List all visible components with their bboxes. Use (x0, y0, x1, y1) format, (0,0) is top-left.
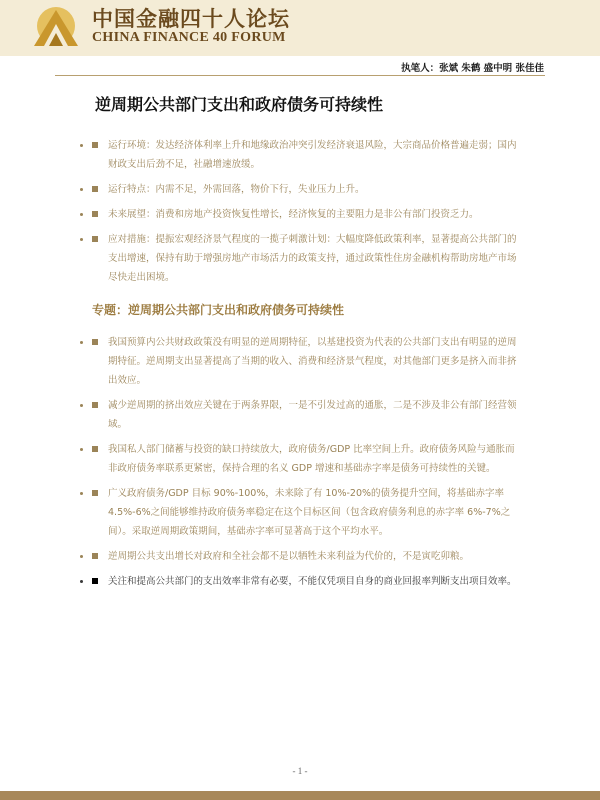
list-item (92, 440, 517, 478)
list-item-text: 关注和提高公共部门的支出效率非常有必要，不能仅凭项目自身的商业回报率判断支出项目效率。 (108, 576, 517, 587)
special-topic-list (92, 333, 517, 597)
bullet-square-icon (92, 490, 98, 496)
bullet-square-icon (92, 339, 98, 345)
list-item-text: 逆周期公共支出增长对政府和全社会都不是以牺牲未来利益为代价的，不是寅吃卯粮。 (108, 551, 470, 562)
list-item-text: 我国预算内公共财政政策没有明显的逆周期特征，以基建投资为代表的公共部门支出有明显的逆周期特征。逆周期支出显著提高了当期的收入、消费和经济景气程度，对其他部门更多是挤入而非挤出效应。 (108, 337, 517, 386)
page-title: 逆周期公共部门支出和政府债务可持续性 (95, 95, 384, 114)
summary-list (92, 136, 517, 293)
list-item-text: 减少逆周期的挤出效应关键在于两条界限，一是不引发过高的通胀，二是不涉及非公有部门经营领域。 (108, 400, 517, 430)
list-item (92, 230, 517, 287)
footer-bar (0, 791, 600, 800)
list-item (92, 180, 517, 199)
bullet-square-icon (92, 142, 98, 148)
forum-logo-icon (30, 4, 82, 48)
list-item (92, 547, 517, 566)
bullet-square-icon (92, 211, 98, 217)
list-item-text: 我国私人部门储蓄与投资的缺口持续放大，政府债务/GDP 比率空间上升。政府债务风险与通胀而非政府债务率联系更紧密，保持合理的名义 GDP 增速和基础赤字率是债务可持续性的关键。 (108, 444, 515, 474)
list-item-text: 运行特点：内需不足，外需回落，物价下行，失业压力上升。 (108, 184, 365, 195)
authors-line: 执笔人：张斌 朱鹤 盛中明 张佳佳 (401, 63, 544, 74)
list-item (92, 333, 517, 390)
bullet-square-icon (92, 236, 98, 242)
list-item (92, 396, 517, 434)
list-item (92, 136, 517, 174)
list-item-text: 运行环境：发达经济体利率上升和地缘政治冲突引发经济衰退风险，大宗商品价格普遍走弱；国内财政支出后劲不足，社融增速放缓。 (108, 140, 517, 170)
list-item-text: 广义政府债务/GDP 目标 90%-100%，未来除了有 10%-20%的债务提升空间，将基础赤字率 4.5%-6%之间能够维持政府债务率稳定在这个目标区间（包含政府债务利息的赤字率 6%-7%之间）。采取逆周期政策期间，基础赤字率可显著高于这个平均水平。 (108, 488, 511, 537)
logo-english-name: CHINA FINANCE 40 FORUM (92, 30, 286, 45)
list-item (92, 572, 517, 591)
list-item (92, 205, 517, 224)
logo-chinese-name: 中国金融四十人论坛 (92, 6, 290, 31)
bullet-square-icon (92, 446, 98, 452)
header-divider (55, 75, 545, 76)
bullet-square-icon (92, 578, 98, 584)
list-item-text: 应对措施：提振宏观经济景气程度的一揽子刺激计划：大幅度降低政策利率，显著提高公共部门的支出增速，保持有助于增强房地产市场活力的政策支持，通过政策性住房金融机构帮助房地产市场尽快走出困境。 (108, 234, 517, 283)
special-topic-heading: 专题：逆周期公共部门支出和政府债务可持续性 (92, 303, 345, 317)
list-item-text: 未来展望：消费和房地产投资恢复性增长，经济恢复的主要阻力是非公有部门投资乏力。 (108, 209, 479, 220)
page-number: - 1 - (292, 766, 308, 776)
bullet-square-icon (92, 186, 98, 192)
bullet-square-icon (92, 402, 98, 408)
bullet-square-icon (92, 553, 98, 559)
page-header (0, 0, 600, 56)
list-item (92, 484, 517, 541)
